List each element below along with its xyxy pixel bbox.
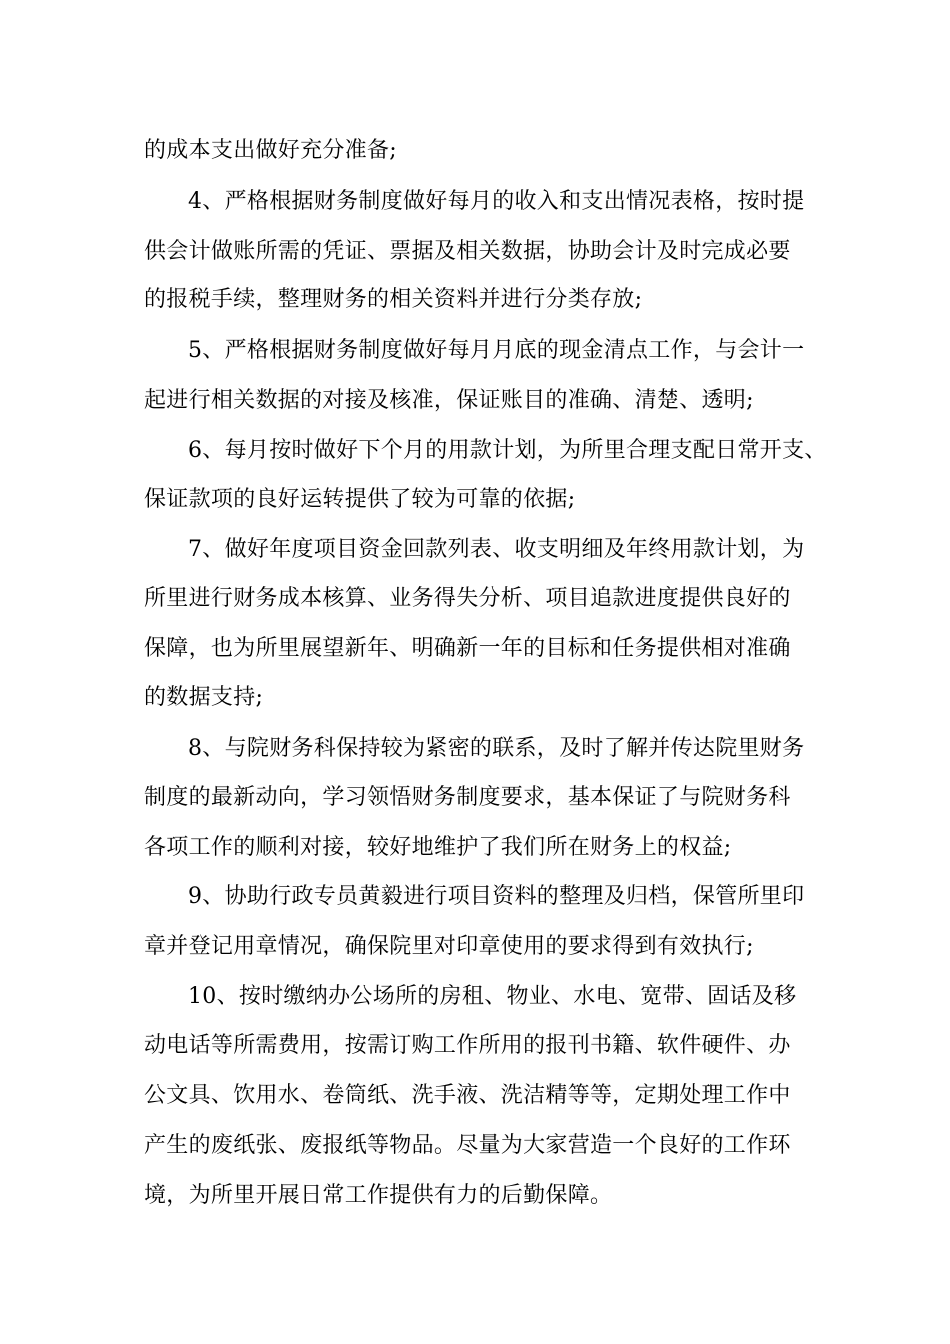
text-line: 7、做好年度项目资金回款列表、收支明细及年终用款计划，为 [188, 537, 805, 562]
text-line: 保证款项的良好运转提供了较为可靠的依据; [144, 487, 576, 512]
text-line: 境，为所里开展日常工作提供有力的后勤保障。 [144, 1183, 613, 1208]
text-line: 5、严格根据财务制度做好每月月底的现金清点工作，与会计一 [188, 338, 805, 363]
text-line: 6、每月按时做好下个月的用款计划，为所里合理支配日常开支、 [188, 438, 827, 463]
text-line: 起进行相关数据的对接及核准，保证账目的准确、清楚、透明; [144, 388, 754, 413]
text-line: 9、协助行政专员黄毅进行项目资料的整理及归档，保管所里印 [188, 884, 805, 909]
text-line: 的报税手续，整理财务的相关资料并进行分类存放; [144, 287, 643, 312]
text-line: 4、严格根据财务制度做好每月的收入和支出情况表格，按时提 [188, 189, 805, 214]
text-line: 的数据支持; [144, 685, 264, 710]
text-line: 产生的废纸张、废报纸等物品。尽量为大家营造一个良好的工作环 [144, 1133, 791, 1158]
text-line: 章并登记用章情况，确保院里对印章使用的要求得到有效执行; [144, 934, 754, 959]
text-line: 所里进行财务成本核算、业务得失分析、项目追款进度提供良好的 [144, 586, 791, 611]
text-line: 10、按时缴纳办公场所的房租、物业、水电、宽带、固话及移 [188, 984, 797, 1009]
text-line: 的成本支出做好充分准备; [144, 138, 398, 163]
text-line: 制度的最新动向，学习领悟财务制度要求，基本保证了与院财务科 [144, 785, 791, 810]
text-line: 保障，也为所里展望新年、明确新一年的目标和任务提供相对准确 [144, 636, 791, 661]
text-line: 动电话等所需费用，按需订购工作所用的报刊书籍、软件硬件、办 [144, 1033, 791, 1058]
text-line: 各项工作的顺利对接，较好地维护了我们所在财务上的权益; [144, 835, 732, 860]
text-line: 8、与院财务科保持较为紧密的联系，及时了解并传达院里财务 [188, 736, 805, 761]
text-line: 供会计做账所需的凭证、票据及相关数据，协助会计及时完成必要 [144, 239, 791, 264]
text-line: 公文具、饮用水、卷筒纸、洗手液、洗洁精等等，定期处理工作中 [144, 1083, 791, 1108]
